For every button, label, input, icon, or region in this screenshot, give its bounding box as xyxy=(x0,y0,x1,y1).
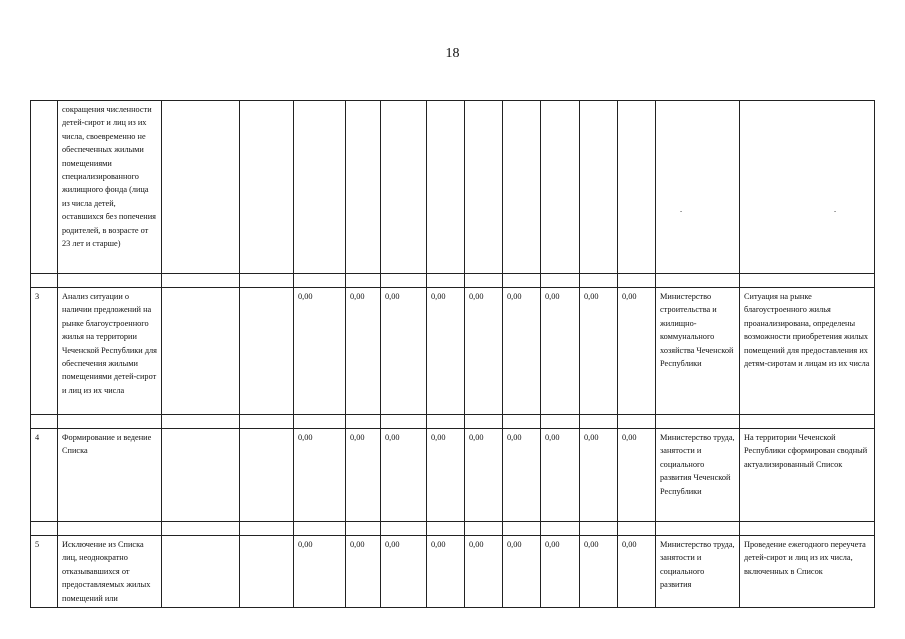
cell-result: Ситуация на рынке благоустроенного жилья проанализирована, определены возможности приобретения жилых помещений для предоставления их детям-сиротам и лицам из их числа xyxy=(740,288,875,415)
table-row-spacer xyxy=(31,415,875,429)
cell-executor xyxy=(656,101,740,274)
cell-value: 0,00 xyxy=(381,288,427,415)
measures-table xyxy=(30,100,875,608)
cell-no: 4 xyxy=(31,429,58,522)
cell-measure: сокращения численности детей-сирот и лиц из их числа, своевременно не обеспеченных жилыми помещениями специализированного жилищного фонда (лица из числа детей, оставшихся без попечения родителей, в возрасте от 23 лет и старше) xyxy=(58,101,162,274)
cell-value: 0,00 xyxy=(465,288,503,415)
cell-value: 0,00 xyxy=(346,288,381,415)
table-row-3 xyxy=(31,288,875,415)
cell-value: 0,00 xyxy=(346,536,381,608)
cell-value: 0,00 xyxy=(294,536,346,608)
cell-value: 0,00 xyxy=(427,288,465,415)
cell-result: Проведение ежегодного переучета детей-сирот и лиц из их числа, включенных в Список xyxy=(740,536,875,608)
table-row-spacer xyxy=(31,522,875,536)
cell-no: 5 xyxy=(31,536,58,608)
cell-result xyxy=(740,101,875,274)
cell-result: На территории Чеченской Республики сформирован сводный актуализированный Список xyxy=(740,429,875,522)
cell-executor: Министерство труда, занятости и социального развития Чеченской Республики xyxy=(656,429,740,522)
cell-value: 0,00 xyxy=(580,536,618,608)
cell-value: 0,00 xyxy=(346,429,381,522)
cell-value: 0,00 xyxy=(465,536,503,608)
cell-no: 3 xyxy=(31,288,58,415)
cell-executor: Министерство труда, занятости и социального развития xyxy=(656,536,740,608)
cell-measure: Анализ ситуации о наличии предложений на рынке благоустроенного жилья на территории Чеченской Республики для обеспечения жилыми помещениями детей-сирот и лиц из их числа xyxy=(58,288,162,415)
table-row-spacer xyxy=(31,274,875,288)
cell-value: 0,00 xyxy=(465,429,503,522)
cell-value: 0,00 xyxy=(381,429,427,522)
executor-mark: . xyxy=(680,205,683,214)
cell-measure: Исключение из Списка лиц, неоднократно отказывавшихся от предоставляемых жилых помещений или xyxy=(58,536,162,608)
cell-value: 0,00 xyxy=(618,536,656,608)
cell-measure: Формирование и ведение Списка xyxy=(58,429,162,522)
cell-value: 0,00 xyxy=(294,288,346,415)
cell-value: 0,00 xyxy=(294,429,346,522)
cell-value: 0,00 xyxy=(580,429,618,522)
cell-value: 0,00 xyxy=(580,288,618,415)
cell-value: 0,00 xyxy=(541,288,580,415)
cell-value: 0,00 xyxy=(503,429,541,522)
page-number: 18 xyxy=(445,46,460,61)
table-row-4 xyxy=(31,429,875,522)
cell-value: 0,00 xyxy=(541,536,580,608)
cell-value: 0,00 xyxy=(503,288,541,415)
cell-value: 0,00 xyxy=(618,288,656,415)
cell-no xyxy=(31,101,58,274)
table-row-5 xyxy=(31,536,875,608)
cell-value: 0,00 xyxy=(618,429,656,522)
cell-value: 0,00 xyxy=(427,429,465,522)
cell-executor: Министерство строительства и жилищно-коммунального хозяйства Чеченской Республики xyxy=(656,288,740,415)
result-mark: . xyxy=(834,205,837,214)
cell-value: 0,00 xyxy=(541,429,580,522)
cell-value: 0,00 xyxy=(381,536,427,608)
cell-value: 0,00 xyxy=(427,536,465,608)
cell-value: 0,00 xyxy=(503,536,541,608)
table-row-continuation xyxy=(31,101,875,274)
